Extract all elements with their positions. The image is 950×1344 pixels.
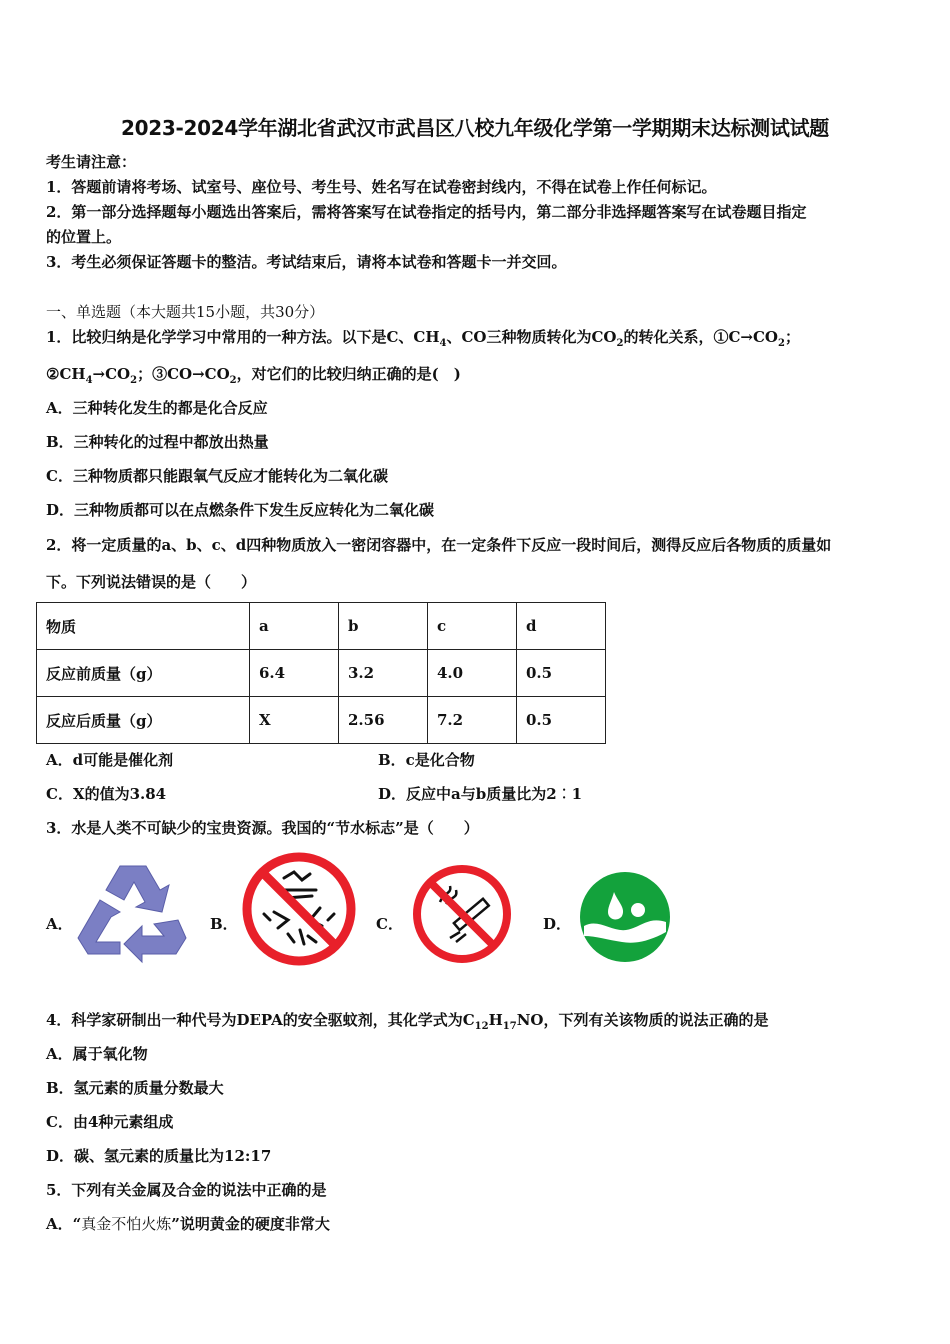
table-cell: a: [250, 603, 339, 650]
q2-stem-line1: 2．将一定质量的a、b、c、d四种物质放入一密闭容器中，在一定条件下反应一段时间后，测得反应后各物质的质量如: [46, 536, 832, 554]
q2-option-d: D．反应中a与b质量比为2︰1: [378, 785, 583, 803]
no-fireworks-icon: [240, 850, 358, 972]
q4-option-a: A．属于氧化物: [46, 1045, 148, 1063]
table-cell: 0.5: [517, 697, 606, 744]
notice-heading: 考生请注意：: [46, 153, 137, 171]
q3-label-d: D．: [543, 915, 572, 933]
q2-stem-line2: 下。下列说法错误的是（ ）: [46, 573, 257, 591]
q2-option-b: B．c是化合物: [378, 751, 475, 769]
q2-option-c: C．X的值为3.84: [46, 785, 167, 803]
q3-stem: 3．水是人类不可缺少的宝贵资源。我国的“节水标志”是（ ）: [46, 819, 479, 837]
table-cell: b: [339, 603, 428, 650]
table-cell: 2.56: [339, 697, 428, 744]
notice-item-3: 3．考生必须保证答题卡的整洁。考试结束后，请将本试卷和答题卡一并交回。: [46, 253, 567, 271]
table-cell: c: [428, 603, 517, 650]
q4-option-c: C．由4种元素组成: [46, 1113, 174, 1131]
q1-stem-line2: $②CH_4\to CO_2$；$③CO\to CO_2$，对它们的比较归纳正确的是( ): [46, 365, 461, 386]
q3-label-c: C．: [376, 915, 403, 933]
q3-label-a: A．: [46, 915, 73, 933]
table-cell: d: [517, 603, 606, 650]
q4-option-b: B．氢元素的质量分数最大: [46, 1079, 224, 1097]
q4-option-d: D．碳、氢元素的质量比为12:17: [46, 1147, 272, 1165]
q4-stem: 4．科学家研制出一种代号为DEPA的安全驱蚊剂，其化学式为$C_{12}H_{17}NO$，下列有关该物质的说法正确的是: [46, 1011, 769, 1032]
table-cell: 7.2: [428, 697, 517, 744]
table-cell: 反应前质量（g）: [37, 650, 250, 697]
table-cell: 0.5: [517, 650, 606, 697]
notice-item-2a: 2．第一部分选择题每小题选出答案后，需将答案写在试卷指定的括号内，第二部分非选择题答案写在试卷题目指定: [46, 203, 807, 221]
table-cell: 6.4: [250, 650, 339, 697]
notice-item-2b: 的位置上。: [46, 228, 122, 246]
table-cell: X: [250, 697, 339, 744]
table-row: [37, 650, 606, 697]
table-cell: 3.2: [339, 650, 428, 697]
table-cell: 4.0: [428, 650, 517, 697]
q2-mass-table: [36, 602, 606, 744]
table-cell: 反应后质量（g）: [37, 697, 250, 744]
q2-option-a: A．d可能是催化剂: [46, 751, 174, 769]
water-saving-icon: [578, 870, 672, 968]
q1-option-d: D．三种物质都可以在点燃条件下发生反应转化为二氧化碳: [46, 501, 435, 519]
no-smoking-icon: [410, 862, 514, 970]
table-cell: 物质: [37, 603, 250, 650]
q3-label-b: B．: [210, 915, 238, 933]
page-title: 2023-2024学年湖北省武汉市武昌区八校九年级化学第一学期期末达标测试试题: [121, 116, 829, 140]
q1-option-b: B．三种转化的过程中都放出热量: [46, 433, 269, 451]
q5-option-a: A．“真金不怕火炼”说明黄金的硬度非常大: [46, 1215, 330, 1233]
q1-option-a: A．三种转化发生的都是化合反应: [46, 399, 268, 417]
q5-stem: 5．下列有关金属及合金的说法中正确的是: [46, 1181, 327, 1199]
table-row: [37, 697, 606, 744]
recycle-icon: [76, 860, 188, 970]
q1-stem-line1: 1．比较归纳是化学学习中常用的一种方法。以下是C、$CH_4$、CO三种物质转化为$CO_2$的转化关系，$①C\to CO_2$；: [46, 328, 800, 349]
q1-option-c: C．三种物质都只能跟氧气反应才能转化为二氧化碳: [46, 467, 388, 485]
notice-item-1: 1．答题前请将考场、试室号、座位号、考生号、姓名写在试卷密封线内，不得在试卷上作任何标记。: [46, 178, 717, 196]
table-header-row: [37, 603, 606, 650]
section-heading: 一、单选题（本大题共15小题，共30分）: [46, 303, 325, 321]
